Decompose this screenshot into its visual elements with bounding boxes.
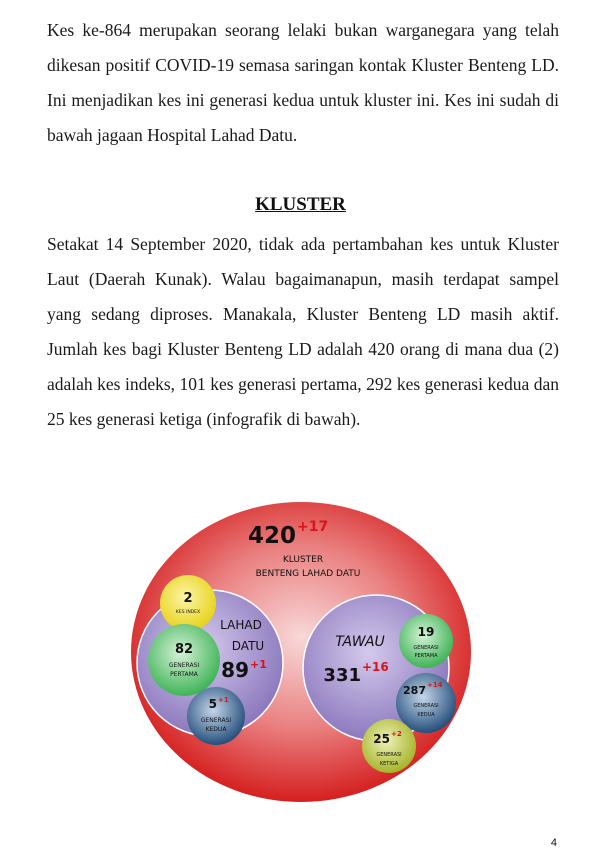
tawau-total: 331 bbox=[323, 665, 361, 686]
lahad-second-gen-label-2: KEDUA bbox=[205, 726, 227, 733]
cluster-label-1: KLUSTER bbox=[282, 555, 324, 565]
paragraph-cluster-summary: Setakat 14 September 2020, tidak ada pertambahan kes untuk Kluster Laut (Daerah Kunak). Walau bagaimanapun, masih terdapat sampel yang sedang diproses. Manakala, Kluster Benteng LD masih aktif. Jumlah kes bagi Kluster Benteng LD adalah 420 orang di mana dua (2) adalah kes indeks, 101 kes generasi pertama, 292 kes generasi kedua dan 25 kes generasi ketiga (infografik di bawah). bbox=[47, 234, 559, 429]
page-number: 4 bbox=[550, 837, 557, 849]
tawau-label: TAWAU bbox=[335, 634, 385, 650]
tawau-third-gen-label-2: KETIGA bbox=[379, 761, 399, 767]
lahad-second-gen-label-1: GENERASI bbox=[200, 717, 232, 724]
lahad-datu-increase: +1 bbox=[250, 658, 267, 671]
tawau-second-gen-label-1: GENERASI bbox=[413, 703, 439, 709]
total-cases: 420 bbox=[247, 523, 296, 549]
cluster-label-2: BENTENG LAHAD DATU bbox=[255, 569, 361, 579]
lahad-first-gen-value: 82 bbox=[174, 642, 194, 657]
tawau-third-gen-value: 25 bbox=[373, 732, 390, 746]
tawau-second-gen-label-2: KEDUA bbox=[417, 712, 435, 718]
section-heading-kluster: KLUSTER bbox=[255, 194, 346, 215]
lahad-first-gen-circle bbox=[148, 624, 220, 696]
lahad-first-gen-label-2: PERTAMA bbox=[170, 671, 198, 678]
lahad-datu-label-2: DATU bbox=[231, 639, 265, 653]
index-cases-label: KES INDEX bbox=[175, 610, 201, 615]
tawau-first-gen-circle bbox=[399, 614, 453, 668]
lahad-second-gen-increase: +1 bbox=[218, 696, 229, 704]
tawau-second-gen-value: 287 bbox=[403, 684, 426, 697]
lahad-datu-label-1: LAHAD bbox=[220, 618, 262, 632]
lahad-second-gen-value: 5 bbox=[208, 697, 217, 711]
paragraph-case-864: Kes ke-864 merupakan seorang lelaki bukan warganegara yang telah dikesan positif COVID-19 semasa saringan kontak Kluster Benteng LD. Ini menjadikan kes ini generasi kedua untuk kluster ini. Kes ini sudah di bawah jagaan Hospital Lahad Datu. bbox=[47, 20, 559, 145]
tawau-third-gen-increase: +2 bbox=[391, 730, 402, 738]
cluster-infographic bbox=[128, 500, 478, 810]
index-cases-value: 2 bbox=[183, 591, 193, 606]
lahad-second-gen-circle bbox=[187, 687, 245, 745]
tawau-first-gen-label-1: GENERASI bbox=[413, 645, 439, 651]
lahad-datu-total: 89 bbox=[221, 658, 249, 682]
tawau-first-gen-value: 19 bbox=[417, 625, 435, 639]
tawau-second-gen-increase: +14 bbox=[427, 681, 443, 689]
total-increase: +17 bbox=[297, 519, 329, 535]
tawau-third-gen-label-1: GENERASI bbox=[376, 752, 402, 758]
tawau-first-gen-label-2: PERTAMA bbox=[414, 653, 438, 659]
lahad-first-gen-label-1: GENERASI bbox=[168, 662, 200, 669]
tawau-increase: +16 bbox=[362, 660, 389, 674]
